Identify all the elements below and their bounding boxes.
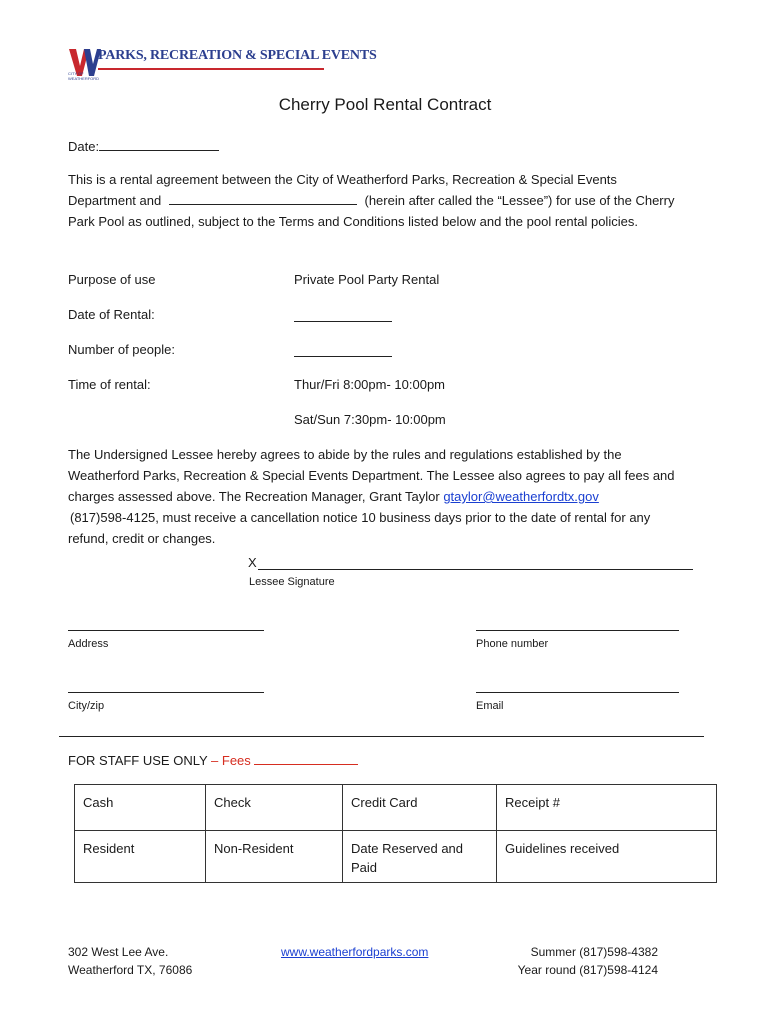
intro-line-2: Department and (herein after called the “Lessee”) for use of the Cherry [68, 193, 675, 208]
cell-date-reserved: Date Reserved and Paid [343, 831, 497, 883]
logo-city-text: CITY OF WEATHERFORD [68, 71, 100, 81]
date-line [68, 136, 219, 157]
address-label: Address [68, 638, 109, 650]
table-row [75, 831, 717, 883]
section-divider [59, 736, 704, 737]
signature-label: Lessee Signature [249, 576, 335, 588]
signature-field[interactable] [258, 569, 693, 570]
signature-x: X [248, 555, 257, 570]
purpose-label: Purpose of use [68, 272, 156, 287]
staff-table [74, 784, 717, 883]
agreement-line-5: refund, credit or changes. [68, 531, 216, 546]
cell-guidelines: Guidelines received [497, 831, 717, 883]
number-of-people-field[interactable] [294, 356, 392, 357]
cell-credit-card: Credit Card [343, 785, 497, 831]
footer-address [68, 943, 192, 979]
footer-phone-yearround: Year round (817)598-4124 [517, 963, 658, 977]
lessee-name-field[interactable] [169, 191, 357, 205]
page-title: Cherry Pool Rental Contract [278, 95, 492, 114]
staff-label: FOR STAFF USE ONLY [68, 753, 208, 768]
date-label: Date: [68, 139, 100, 154]
cell-cash: Cash [75, 785, 206, 831]
footer-address-line-1: 302 West Lee Ave. [68, 945, 169, 959]
logo-title: PARKS, RECREATION & SPECIAL EVENTS [98, 48, 377, 63]
phone-field[interactable] [476, 630, 679, 631]
time-of-rental-label: Time of rental: [68, 377, 151, 392]
fees-field[interactable] [254, 751, 358, 765]
agreement-line-2: Weatherford Parks, Recreation & Special Events Department. The Lessee also agrees to pay all fees and [68, 468, 675, 483]
date-of-rental-label: Date of Rental: [68, 307, 155, 322]
footer-address-line-2: Weatherford TX, 76086 [68, 963, 193, 977]
purpose-value: Private Pool Party Rental [294, 272, 440, 287]
address-field[interactable] [68, 630, 264, 631]
cell-receipt: Receipt # [497, 785, 717, 831]
cell-check: Check [206, 785, 343, 831]
table-row [75, 785, 717, 831]
time-value-weekday: Thur/Fri 8:00pm- 10:00pm [294, 377, 446, 392]
intro-paragraph [68, 169, 718, 232]
email-label: Email [476, 700, 504, 712]
fees-label: – Fees [207, 753, 255, 768]
number-of-people-label: Number of people: [68, 342, 175, 357]
footer-website-link[interactable]: www.weatherfordparks.com [281, 945, 429, 959]
cell-non-resident: Non-Resident [206, 831, 343, 883]
agreement-line-1: The Undersigned Lessee hereby agrees to abide by the rules and regulations established by the [68, 447, 622, 462]
cityzip-label: City/zip [68, 700, 105, 712]
logo [68, 46, 377, 82]
staff-use-heading [68, 750, 358, 771]
phone-label: Phone number [476, 638, 549, 650]
cell-resident: Resident [75, 831, 206, 883]
agreement-paragraph [68, 444, 728, 549]
agreement-line-4: (817)598-4125, must receive a cancellation notice 10 business days prior to the date of rental for any [70, 510, 651, 525]
intro-line-3: Park Pool as outlined, subject to the Terms and Conditions listed below and the pool rental policies. [68, 214, 638, 229]
footer-phones [470, 943, 658, 979]
footer-phone-summer: Summer (817)598-4382 [530, 945, 658, 959]
time-value-weekend: Sat/Sun 7:30pm- 10:00pm [294, 412, 446, 427]
manager-email-link[interactable]: gtaylor@weatherfordtx.gov [443, 489, 599, 504]
logo-underline [98, 68, 324, 70]
date-field[interactable] [99, 137, 219, 151]
date-of-rental-field[interactable] [294, 321, 392, 322]
cityzip-field[interactable] [68, 692, 264, 693]
intro-line-1: This is a rental agreement between the City of Weatherford Parks, Recreation & Special Events [68, 172, 617, 187]
email-field[interactable] [476, 692, 679, 693]
agreement-line-3: charges assessed above. The Recreation Manager, Grant Taylor gtaylor@weatherfordtx.gov [68, 489, 599, 504]
